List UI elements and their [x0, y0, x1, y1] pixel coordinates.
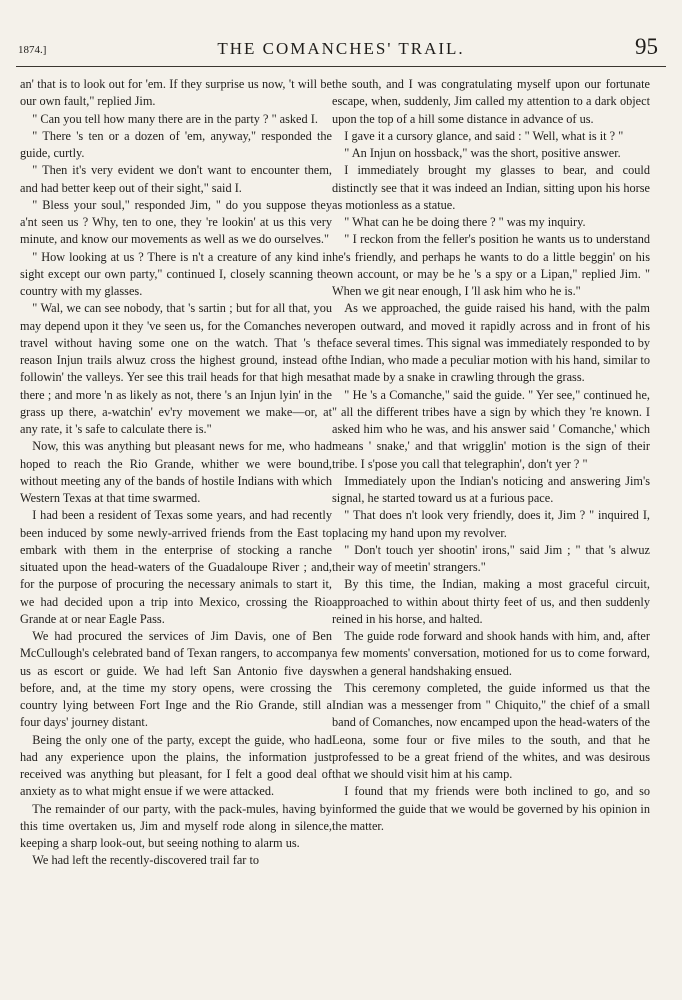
paragraph: " Wal, we can see nobody, that 's sartin ; but for all that, you may depend upon it they 've seen us, for the Comanches never travel without having some one on the watch. That 's the reason Injun trails alwuz cross the highest ground, instead of followin' the valleys. Yer see this trail heads for that high mesa there ; and more 'n as likely as not, there 's an Injun lyin' in the grass up there, a-watchin' ev'ry movement we make—or, at any rate, it 's safe to calculate there is." — [20, 301, 332, 436]
paragraph: " Bless your soul," responded Jim, " do you suppose they a'nt seen us ? Why, ten to one, they 're lookin' at us this very minute, and know our movements as well as we do ourselves." — [20, 197, 332, 247]
paragraph: I had been a resident of Texas some years, and had recently been induced by some newly-arrived friends from the East to embark with them in the enterprise of stocking a ranche situated upon the head-waters of the Guadaloupe River ; and, for the purpose of procuring the necessary animals to start it, we had decided upon a trip into Mexico, crossing the Rio Grande at or near Eagle Pass. — [20, 508, 332, 626]
header-year: 1874.] — [18, 44, 47, 56]
paragraph: " An Injun on hossback," was the short, positive answer. — [344, 146, 621, 160]
paragraph: We had left the recently-discovered trail far to — [32, 853, 260, 868]
paragraph: " What can he be doing there ? " was my inquiry. — [344, 215, 586, 229]
paragraph: I found that my friends were both inclined to go, and so informed the guide that we would be governed by his opinion in the matter. — [332, 784, 650, 833]
paragraph: Being the only one of the party, except the guide, who had had any experience upon the plains, the information just received was anything but pleasant, for I felt a good deal of anxiety as to what might ensue if we were attacked. — [20, 732, 332, 799]
paragraph: " There 's ten or a dozen of 'em, anyway," responded the guide, curtly. — [20, 128, 332, 160]
page-number: 95 — [635, 34, 658, 59]
paragraph: " That does n't look very friendly, does it, Jim ? " inquired I, placing my hand upon my revolver. — [332, 508, 650, 540]
paragraph: " Then it's very evident we don't want to encounter them, and had better keep out of their sight," said I. — [20, 163, 332, 195]
running-header — [16, 36, 666, 67]
header-title: THE COMANCHES' TRAIL. — [217, 39, 465, 58]
paragraph: " How looking at us ? There is n't a creature of any kind in sight except our own party," continued I, closely scanning the country with my glasses. — [20, 249, 332, 298]
paragraph: By this time, the Indian, making a most graceful circuit, approached to within about thirty feet of us, and then suddenly reined in his horse, and halted. — [332, 577, 650, 626]
paragraph: I gave it a cursory glance, and said : " Well, what is it ? " — [344, 128, 624, 143]
paragraph: We had procured the services of Jim Davis, one of Ben McCullough's celebrated band of Texan rangers, to accompany us as escort or guide. We had left San Antonio five days before, and, at the time my story opens, were crossing the country lying between Fort Inge and the Rio Grande, still a four days' journey distant. — [20, 629, 332, 730]
left-column — [20, 76, 332, 870]
paragraph: Now, this was anything but pleasant news for me, who had hoped to reach the Rio Grande, whither we were bound, without meeting any of the bands of hostile Indians with which Western Texas at that time swarmed. — [20, 439, 332, 505]
right-column — [332, 76, 650, 835]
paragraph: " Can you tell how many there are in the party ? " asked I. — [32, 111, 318, 126]
paragraph: an' that is to look out for 'em. If they surprise us now, 't will be our own fault," replied Jim. — [20, 77, 332, 109]
paragraph: The remainder of our party, with the pack-mules, having by this time overtaken us, Jim and myself rode along in silence, keeping a sharp look-out, but seeing nothing to alarm us. — [20, 801, 332, 850]
paragraph: " Don't touch yer shootin' irons," said Jim ; " that 's alwuz their way of meetin' strangers." — [332, 542, 650, 574]
paragraph: I immediately brought my glasses to bear, and could distinctly see that it was indeed an Indian, sitting upon his horse as motionless as a statue. — [332, 163, 650, 212]
paragraph: This ceremony completed, the guide informed us that the Indian was a messenger from " Chiquito," the chief of a small band of Comanches, now encamped upon the head-waters of the Leona, some four or five miles to the south, and that he professed to be a great friend of the whites, and was desirous that we should visit him at his camp. — [332, 680, 650, 781]
paragraph: The guide rode forward and shook hands with him, and, after a few moments' conversation, motioned for us to come forward, when a general handshaking ensued. — [332, 629, 650, 678]
paragraph: As we approached, the guide raised his hand, with the palm open outward, and moved it rapidly across and in front of his face several times. This signal was immediately responded to by the Indian, who made a peculiar motion with his hand, similar to that made by a snake in crawling through the grass. — [332, 301, 650, 385]
paragraph: " He 's a Comanche," said the guide. " Yer see," continued he, " all the different tribes have a sign by which they 're known. I asked him who he was, and his answer said ' Comanche,' which means ' snake,' and that wrigglin' motion is the sign of their tribe. I s'pose you call that telegraphin', don't yer ? " — [332, 387, 650, 471]
paragraph: the south, and I was congratulating myself upon our fortunate escape, when, suddenly, Jim called my attention to a dark object upon the top of a hill some distance in advance of us. — [332, 77, 650, 126]
paragraph: Immediately upon the Indian's noticing and answering Jim's signal, he started toward us at a furious pace. — [332, 473, 650, 505]
paragraph: " I reckon from the feller's position he wants us to understand he's friendly, and perhaps he wants to do a little beggin' on his own account, or may be he 's a spy or a Lipan," replied Jim. " When we git near enough, I 'll ask him who he is." — [332, 232, 650, 298]
